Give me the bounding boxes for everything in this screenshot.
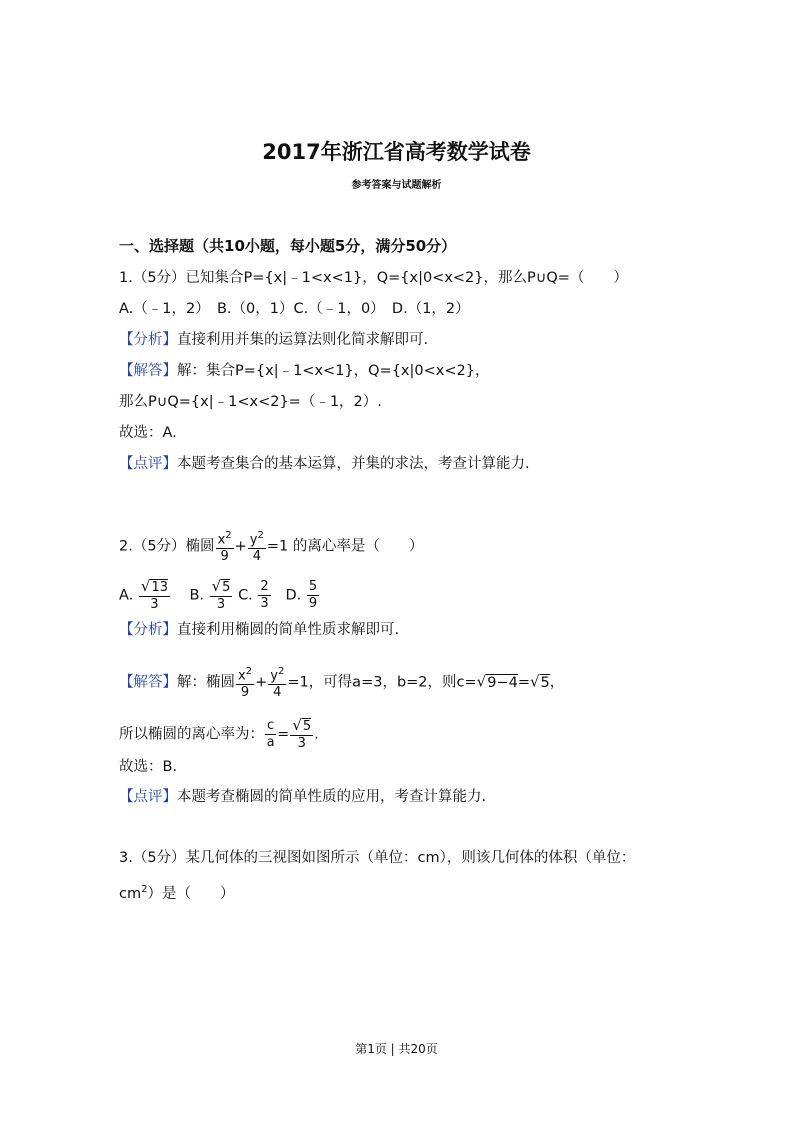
fraction: $\frac{√5}{3}$: [211, 577, 231, 612]
den: 3: [150, 597, 159, 612]
num: 2: [260, 579, 269, 594]
fraction: [307, 579, 319, 612]
analysis-text: 直接利用并集的运算法则化简求解即可.: [177, 332, 429, 348]
analysis-tag: 【分析】: [119, 622, 177, 638]
q3-stem: 3.（5分）某几何体的三视图如图所示（单位：cm），则该几何体的体积（单位：: [119, 850, 636, 866]
fraction: [236, 664, 254, 701]
num: c: [267, 718, 275, 733]
q1-choice: 故选：A.: [119, 425, 177, 441]
document-subtitle: 参考答案与试题解析: [351, 180, 442, 191]
exp: 2: [141, 884, 148, 895]
text: 的离心率是（ ）: [288, 538, 424, 555]
num: 5: [308, 579, 318, 594]
q2-choice: 故选：B.: [119, 759, 178, 775]
fraction: [265, 718, 276, 751]
document-title: 2017年浙江省高考数学试卷: [262, 140, 531, 164]
q2-analysis: [119, 620, 399, 640]
analysis-tag: 【分析】: [119, 332, 177, 348]
q2-answer: 【解答】解：椭圆 $\frac{x^2}{9}$ + $\frac{y^2}{4}$ =1，可得a=3，b=2，则c=√9−4=√5，: [119, 666, 565, 701]
q1-answer: [119, 361, 489, 381]
exp: 2: [245, 666, 253, 677]
q3-stem-2: [119, 880, 234, 904]
den: 9: [220, 549, 229, 565]
op: =1: [266, 538, 289, 555]
exp: 2: [277, 666, 285, 677]
den: a: [266, 735, 275, 750]
q1-answer-2: 那么P∪Q={x|﹣1<x<2}=（﹣1，2）.: [119, 394, 382, 410]
comment-tag: 【点评】: [119, 789, 177, 805]
q1-analysis: [119, 330, 428, 350]
comment-text: 本题考查椭圆的简单性质的应用，考查计算能力.: [177, 789, 487, 805]
radicand: 5: [540, 674, 550, 691]
num: x: [238, 668, 246, 684]
q2-eccentricity: [119, 717, 319, 752]
op: =1: [287, 674, 309, 691]
q1-options: A.（﹣1，2） B.（0，1）C.（﹣1，0） D.（1，2）: [119, 301, 470, 317]
op: +: [234, 538, 247, 555]
fraction: $\frac{√13}{3}$: [140, 577, 168, 612]
comment-text: 本题考查集合的基本运算，并集的求法，考查计算能力.: [177, 456, 530, 472]
exp: 2: [225, 530, 232, 541]
text: 2.（5分）椭圆: [119, 538, 215, 555]
den: 4: [252, 549, 261, 565]
fraction: [216, 528, 234, 565]
num: 5: [222, 580, 231, 595]
den: 3: [297, 736, 306, 751]
op: +: [255, 674, 268, 691]
option-label: C.: [238, 587, 253, 604]
answer-text: 解：集合P={x|﹣1<x<1}，Q={x|0<x<2}，: [177, 363, 490, 379]
den: 3: [260, 596, 269, 611]
den: 9: [308, 596, 318, 611]
option-label: B.: [189, 587, 204, 604]
text: .: [314, 726, 319, 743]
den: 4: [273, 685, 282, 701]
radicand: 9−4: [487, 674, 518, 691]
num: 13: [151, 580, 168, 595]
den: 3: [216, 597, 226, 612]
fraction: [268, 664, 286, 701]
num: x: [217, 532, 226, 548]
q2-stem: [119, 528, 423, 565]
num: 5: [302, 719, 312, 734]
text: ）是（ ）: [147, 885, 235, 902]
op: =: [517, 674, 530, 691]
option-label: A.: [119, 587, 134, 604]
text: 解：椭圆: [177, 674, 235, 691]
answer-tag: 【解答】: [119, 363, 177, 379]
section-heading: 一、选择题（共10小题，每小题5分，满分50分）: [119, 237, 457, 255]
exp: 2: [257, 530, 264, 541]
text: ，: [549, 674, 565, 691]
text: ，可得a=3，b=2，则c=: [308, 674, 477, 691]
comment-tag: 【点评】: [119, 456, 177, 472]
page-footer: 第1页 | 共20页: [355, 1042, 438, 1056]
den: 9: [240, 685, 250, 701]
num: y: [249, 532, 258, 548]
fraction: $\frac{√5}{3}$: [292, 716, 312, 751]
analysis-text: 直接利用椭圆的简单性质求解即可.: [177, 622, 400, 638]
text: cm: [119, 885, 142, 902]
fraction: [248, 528, 266, 565]
q2-comment: [119, 787, 486, 807]
answer-tag: 【解答】: [119, 674, 177, 691]
num: y: [270, 668, 278, 684]
op: =: [277, 726, 290, 743]
option-label: D.: [285, 587, 302, 604]
fraction: [258, 579, 270, 612]
text: 所以椭圆的离心率为：: [119, 726, 264, 743]
q1-stem: 1.（5分）已知集合P={x|﹣1<x<1}，Q={x|0<x<2}，那么P∪Q=（ ）: [119, 270, 628, 286]
q2-options: [119, 578, 320, 613]
q1-comment: [119, 454, 530, 474]
